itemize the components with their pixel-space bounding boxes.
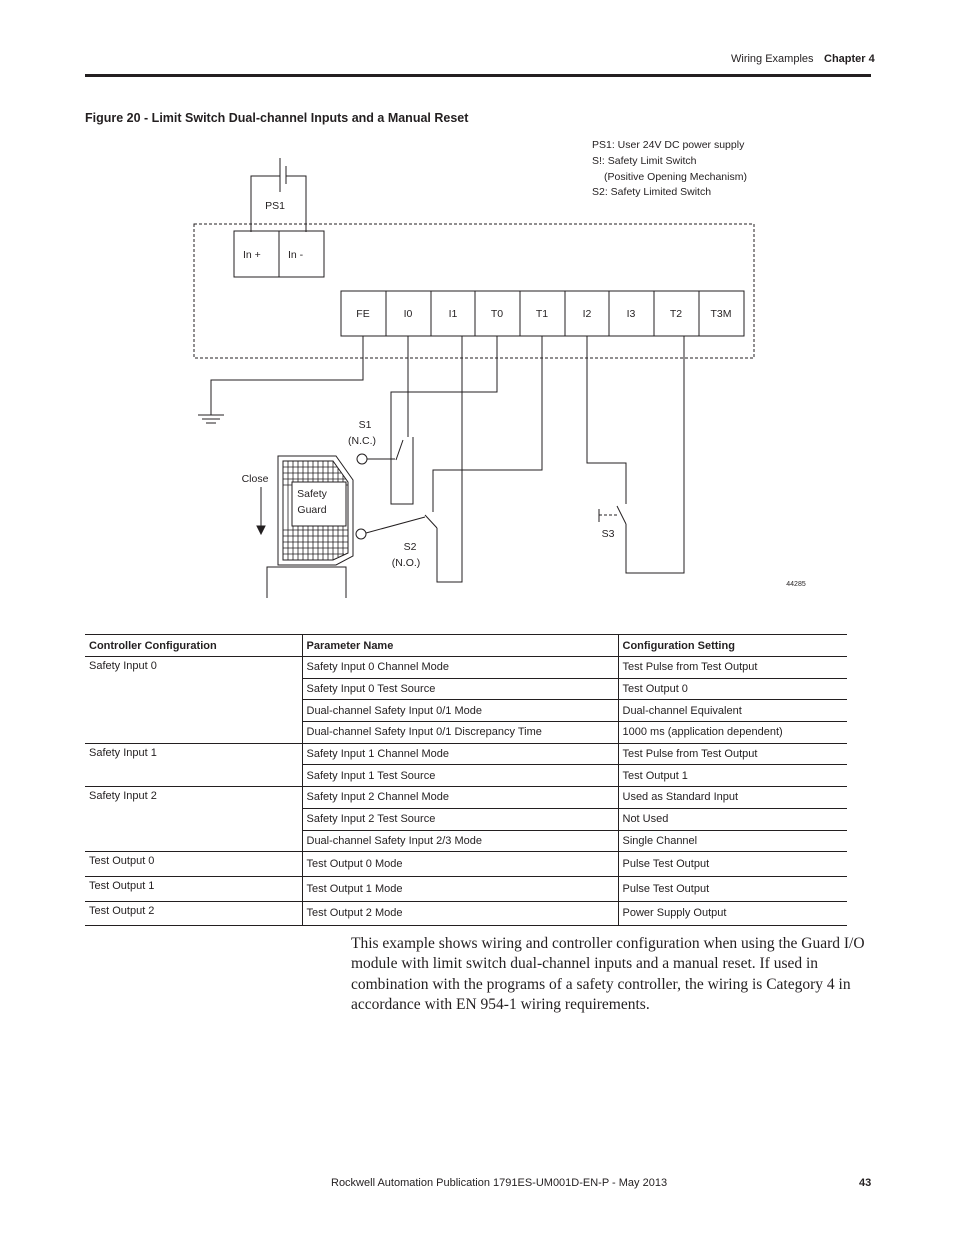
table-header-row: [85, 635, 847, 657]
table-row: [85, 743, 847, 765]
wire-t2: [626, 336, 684, 573]
table-cell-setting: Pulse Test Output: [618, 852, 847, 877]
wire-i2: [587, 336, 626, 504]
table-cell-setting: Pulse Test Output: [618, 876, 847, 901]
table-cell-controller: Safety Input 2: [85, 787, 302, 852]
table-cell-parameter: Safety Input 2 Test Source: [302, 808, 618, 830]
s2-type-label: (N.O.): [391, 557, 421, 569]
terminal-label: I0: [403, 308, 413, 320]
s2-actuator-arm: [366, 517, 425, 533]
table-header: Configuration Setting: [618, 635, 847, 657]
table-cell-setting: Single Channel: [618, 830, 847, 852]
table-cell-parameter: Dual-channel Safety Input 2/3 Mode: [302, 830, 618, 852]
table-cell-parameter: Test Output 2 Mode: [302, 901, 618, 926]
table-cell-setting: Test Output 1: [618, 765, 847, 787]
table-header: Parameter Name: [302, 635, 618, 657]
wire-i1: [437, 336, 462, 582]
legend-line: (Positive Opening Mechanism): [604, 171, 747, 183]
terminal-label: T3M: [710, 308, 732, 320]
table-cell-setting: Test Pulse from Test Output: [618, 657, 847, 679]
terminal-label: T2: [669, 308, 683, 320]
wire-t0-loop: [391, 336, 497, 504]
s1-contact: [396, 440, 403, 460]
table-cell-setting: Dual-channel Equivalent: [618, 700, 847, 722]
s2-contact: [425, 515, 437, 528]
fe-ground-wire: [211, 336, 363, 415]
table-cell-setting: Used as Standard Input: [618, 787, 847, 809]
figure-caption: Figure 20 - Limit Switch Dual-channel Inputs and a Manual Reset: [85, 111, 469, 125]
safety-guard-label-1: Safety: [297, 488, 327, 500]
page-number: 43: [859, 1177, 872, 1189]
s3-contact: [617, 506, 626, 524]
safety-guard-label-2: Guard: [297, 504, 327, 516]
ps1-label: PS1: [265, 200, 285, 212]
table-cell-parameter: Safety Input 1 Channel Mode: [302, 743, 618, 765]
table-cell-parameter: Test Output 1 Mode: [302, 876, 618, 901]
s1-type-label: (N.C.): [348, 435, 376, 447]
table-row: [85, 787, 847, 809]
footer-publication: Rockwell Automation Publication 1791ES-UM001D-EN-P - May 2013: [331, 1177, 668, 1189]
table-row: [85, 901, 847, 926]
s1-label: S1: [358, 419, 372, 431]
terminal-in-minus-label: In -: [288, 249, 304, 261]
close-label: Close: [241, 473, 269, 485]
terminal-label: I3: [626, 308, 636, 320]
table-cell-parameter: Dual-channel Safety Input 0/1 Mode: [302, 700, 618, 722]
wire-t1: [433, 336, 542, 512]
table-cell-setting: Not Used: [618, 808, 847, 830]
running-header-chapter: Chapter 4: [824, 53, 875, 65]
table-cell-parameter: Safety Input 0 Test Source: [302, 678, 618, 700]
table-header: Controller Configuration: [85, 635, 302, 657]
table-cell-controller: Test Output 1: [85, 876, 302, 901]
table-cell-controller: Safety Input 1: [85, 743, 302, 786]
terminal-label: T0: [490, 308, 504, 320]
legend-line: S!: Safety Limit Switch: [592, 155, 697, 167]
terminal-label: FE: [356, 308, 370, 320]
terminal-label: T1: [535, 308, 549, 320]
table-cell-setting: Power Supply Output: [618, 901, 847, 926]
table-cell-setting: Test Output 0: [618, 678, 847, 700]
table-cell-parameter: Test Output 0 Mode: [302, 852, 618, 877]
terminal-label: I2: [582, 308, 592, 320]
legend-line: PS1: User 24V DC power supply: [592, 139, 745, 151]
table-row: [85, 876, 847, 901]
table-cell-parameter: Safety Input 2 Channel Mode: [302, 787, 618, 809]
configuration-table: [85, 634, 847, 926]
terminal-label: I1: [448, 308, 458, 320]
body-paragraph: This example shows wiring and controller configuration when using the Guard I/O module with limit switch dual-channel inputs and a manual reset. If used in combination with the programs of a safety controller, the wiring is Category 4 in accordance with EN 954-1 wiring requirements.: [351, 935, 865, 1013]
table-cell-setting: Test Pulse from Test Output: [618, 743, 847, 765]
s3-label: S3: [601, 528, 615, 540]
table-cell-controller: Safety Input 0: [85, 657, 302, 744]
s2-label: S2: [403, 541, 417, 553]
terminal-in-plus-label: In +: [243, 249, 261, 261]
close-arrow-head: [257, 526, 265, 534]
s1-roller: [357, 454, 367, 464]
table-cell-controller: Test Output 0: [85, 852, 302, 877]
terminal-labels: [356, 308, 731, 320]
table-cell-controller: Test Output 2: [85, 901, 302, 926]
table-cell-parameter: Safety Input 1 Test Source: [302, 765, 618, 787]
table-cell-setting: 1000 ms (application dependent): [618, 722, 847, 744]
figure-id: 44285: [786, 581, 806, 588]
table-cell-parameter: Dual-channel Safety Input 0/1 Discrepancy Time: [302, 722, 618, 744]
legend-line: S2: Safety Limited Switch: [592, 186, 712, 198]
safety-guard-base: [267, 567, 346, 598]
s2-roller: [356, 529, 366, 539]
table-row: [85, 852, 847, 877]
running-header-section: Wiring Examples: [731, 53, 814, 65]
table-cell-parameter: Safety Input 0 Channel Mode: [302, 657, 618, 679]
table-row: [85, 657, 847, 679]
